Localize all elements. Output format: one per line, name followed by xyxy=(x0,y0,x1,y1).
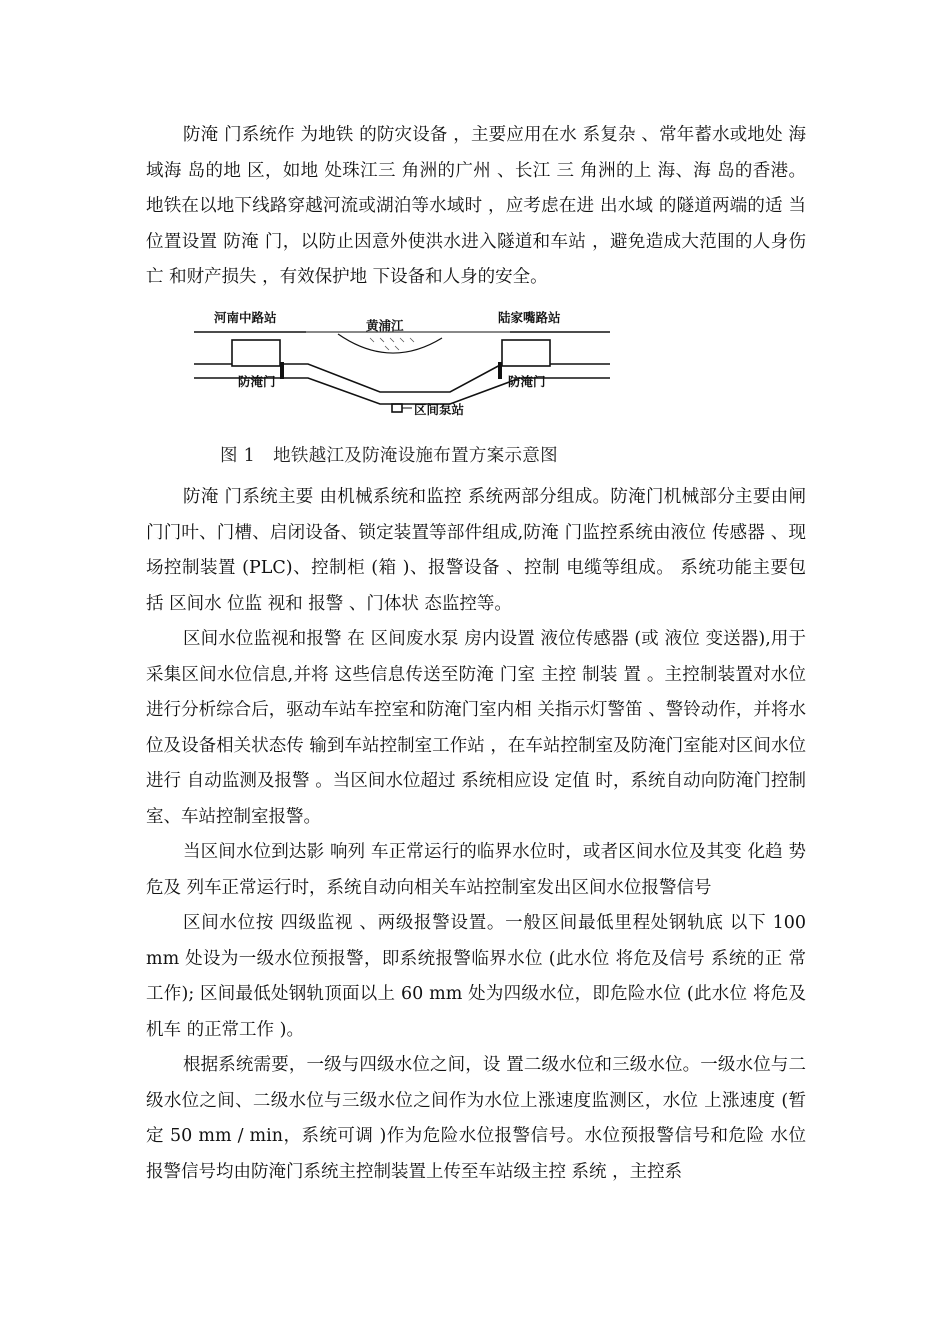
text-block-bottom xyxy=(146,480,806,1190)
figure-caption xyxy=(220,444,740,468)
text-block-top xyxy=(146,118,806,296)
label-pump-station: 区间泵站 xyxy=(414,402,465,417)
label-left-station: 河南中路站 xyxy=(214,310,277,325)
tunnel-figure xyxy=(180,304,620,422)
label-left-gate: 防淹门 xyxy=(238,374,276,389)
paragraph: 防淹 门系统作 为地铁 的防灾设备 ，主要应用在水 系复杂 、常年蓄水或地处 海域海 岛的地 区，如地 处珠江三 角洲的广州 、长江 三 角洲的上 海、海 岛的香港。地铁在以地下线路穿越河流或湖泊等水域时 ，应考虑在进 出水域 的隧道两端的适 当位置设置 防淹 门，以防止因意外使洪水进入隧道和车站 ，避免造成大范围的人身伤亡 和财产损失 ，有效保护地 下设备和人身的安全。 xyxy=(146,125,806,287)
label-right-station: 陆家嘴路站 xyxy=(498,310,561,325)
flood-gate-left xyxy=(280,362,284,379)
caption-text: 地铁越江及防淹设施布置方案示意图 xyxy=(273,446,558,466)
label-river: 黄浦江 xyxy=(366,318,404,333)
paragraph: 区间水位监视和报警 在 区间废水泵 房内设置 液位传感器 (或 液位 变送器),用于采集区间水位信息,并将 这些信息传送至防淹 门室 主控 制装 置 。主控制装置对水位进行分析综合后，驱动车站车控室和防淹门室内相 关指示灯警笛 、警铃动作，并将水位及设备相关状态传 输到车站控制室工作站 ，在车站控制室及防淹门室能对区间水位进行 自动监测及报警 。当区间水位超过 系统相应设 定值 时，系统自动向防淹门控制室、车站控制室报警。 xyxy=(146,629,806,827)
tunnel-diagram xyxy=(180,304,620,422)
paragraph: 防淹 门系统主要 由机械系统和监控 系统两部分组成。防淹门机械部分主要由闸门门叶、门槽、启闭设备、锁定装置等部件组成,防淹 门监控系统由液位 传感器 、现场控制装置 (PLC)、控制柜 (箱 )、报警设备 、控制 电缆等组成。 系统功能主要包 括 区间水 位监 视和 报警 、门体状 态监控等。 xyxy=(146,487,806,614)
paragraph: 区间水位按 四级监视 、两级报警设置。一般区间最低里程处钢轨底 以下 100 mm 处设为一级水位预报警，即系统报警临界水位 (此水位 将危及信号 系统的正 常工作); 区间最低处钢轨顶面以上 60 mm 处为四级水位，即危险水位 (此水位 将危及机车 的正常工作 )。 xyxy=(146,913,806,1040)
flood-gate-right xyxy=(498,362,502,379)
label-right-gate: 防淹门 xyxy=(508,374,546,389)
paragraph: 当区间水位到达影 响列 车正常运行的临界水位时，或者区间水位及其变 化趋 势危及 列车正常运行时，系统自动向相关车站控制室发出区间水位报警信号 xyxy=(146,842,806,898)
paragraph: 根据系统需要，一级与四级水位之间，设 置二级水位和三级水位。一级水位与二级水位之间、二级水位与三级水位之间作为水位上涨速度监测区，水位 上涨速度 (暂定 50 mm / min，系统可调 )作为危险水位报警信号。水位预报警信号和危险 水位报警信号均由防淹门系统主控制装置上传至车站级主控 系统 ，主控系 xyxy=(146,1055,806,1182)
caption-number: 图 1 xyxy=(220,446,256,466)
